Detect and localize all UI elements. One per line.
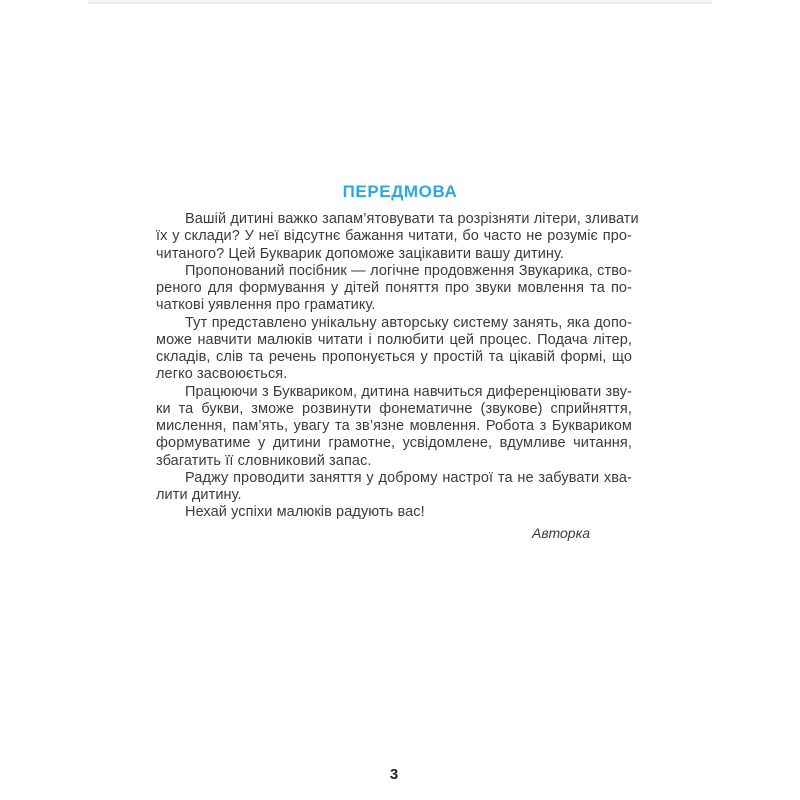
book-page <box>88 0 712 800</box>
text-line: Тут представлено унікальну авторську систему занять, яка допо- <box>185 314 632 331</box>
text-line: збагатить її словниковий запас. <box>156 452 372 469</box>
text-line: читаного? Цей Букварик допоможе зацікавити вашу дитину. <box>156 245 565 262</box>
text-line: лити дитину. <box>156 487 242 503</box>
page-number: 3 <box>389 766 399 783</box>
author-signature: Авторка <box>532 524 590 541</box>
text-line: складів, слів та речень пропонується у простій та цікавій формі, що <box>156 349 632 365</box>
page-top-edge-shadow <box>88 0 712 4</box>
text-line: легко засвоюється. <box>156 366 288 383</box>
text-line: їх у склади? У неї відсутнє бажання читати, бо часто не розуміє про- <box>156 228 632 245</box>
text-line: ки та букви, зможе розвинути фонематичне (звукове) сприйняття, <box>156 400 632 417</box>
text-line: Раджу проводити заняття у доброму настрої та не забувати хва- <box>185 469 632 486</box>
text-line: формуватиме у дитини грамотне, усвідомлене, вдумливе читання, <box>156 435 632 452</box>
text-line: мислення, пам’ять, увагу та зв’язне мовлення. Робота з Буквариком <box>156 418 632 434</box>
text-line: Пропонований посібник — логічне продовження Звукарика, ство- <box>185 262 632 279</box>
page-title: ПЕРЕДМОВА <box>342 182 458 201</box>
text-line: реного для формування у дітей поняття про звуки мовлення та по- <box>156 280 632 296</box>
text-line: Вашій дитині важко запам’ятовувати та розрізняти літери, зливати <box>185 211 639 227</box>
text-line: Працюючи з Буквариком, дитина навчиться диференціювати зву- <box>185 383 632 400</box>
text-line: може навчити малюків читати і полюбити цей процес. Подача літер, <box>156 331 632 348</box>
text-line: чаткові уявлення про граматику. <box>156 297 376 314</box>
text-line: Нехай успіхи малюків радують вас! <box>185 504 425 521</box>
preface-text-block <box>156 211 639 541</box>
